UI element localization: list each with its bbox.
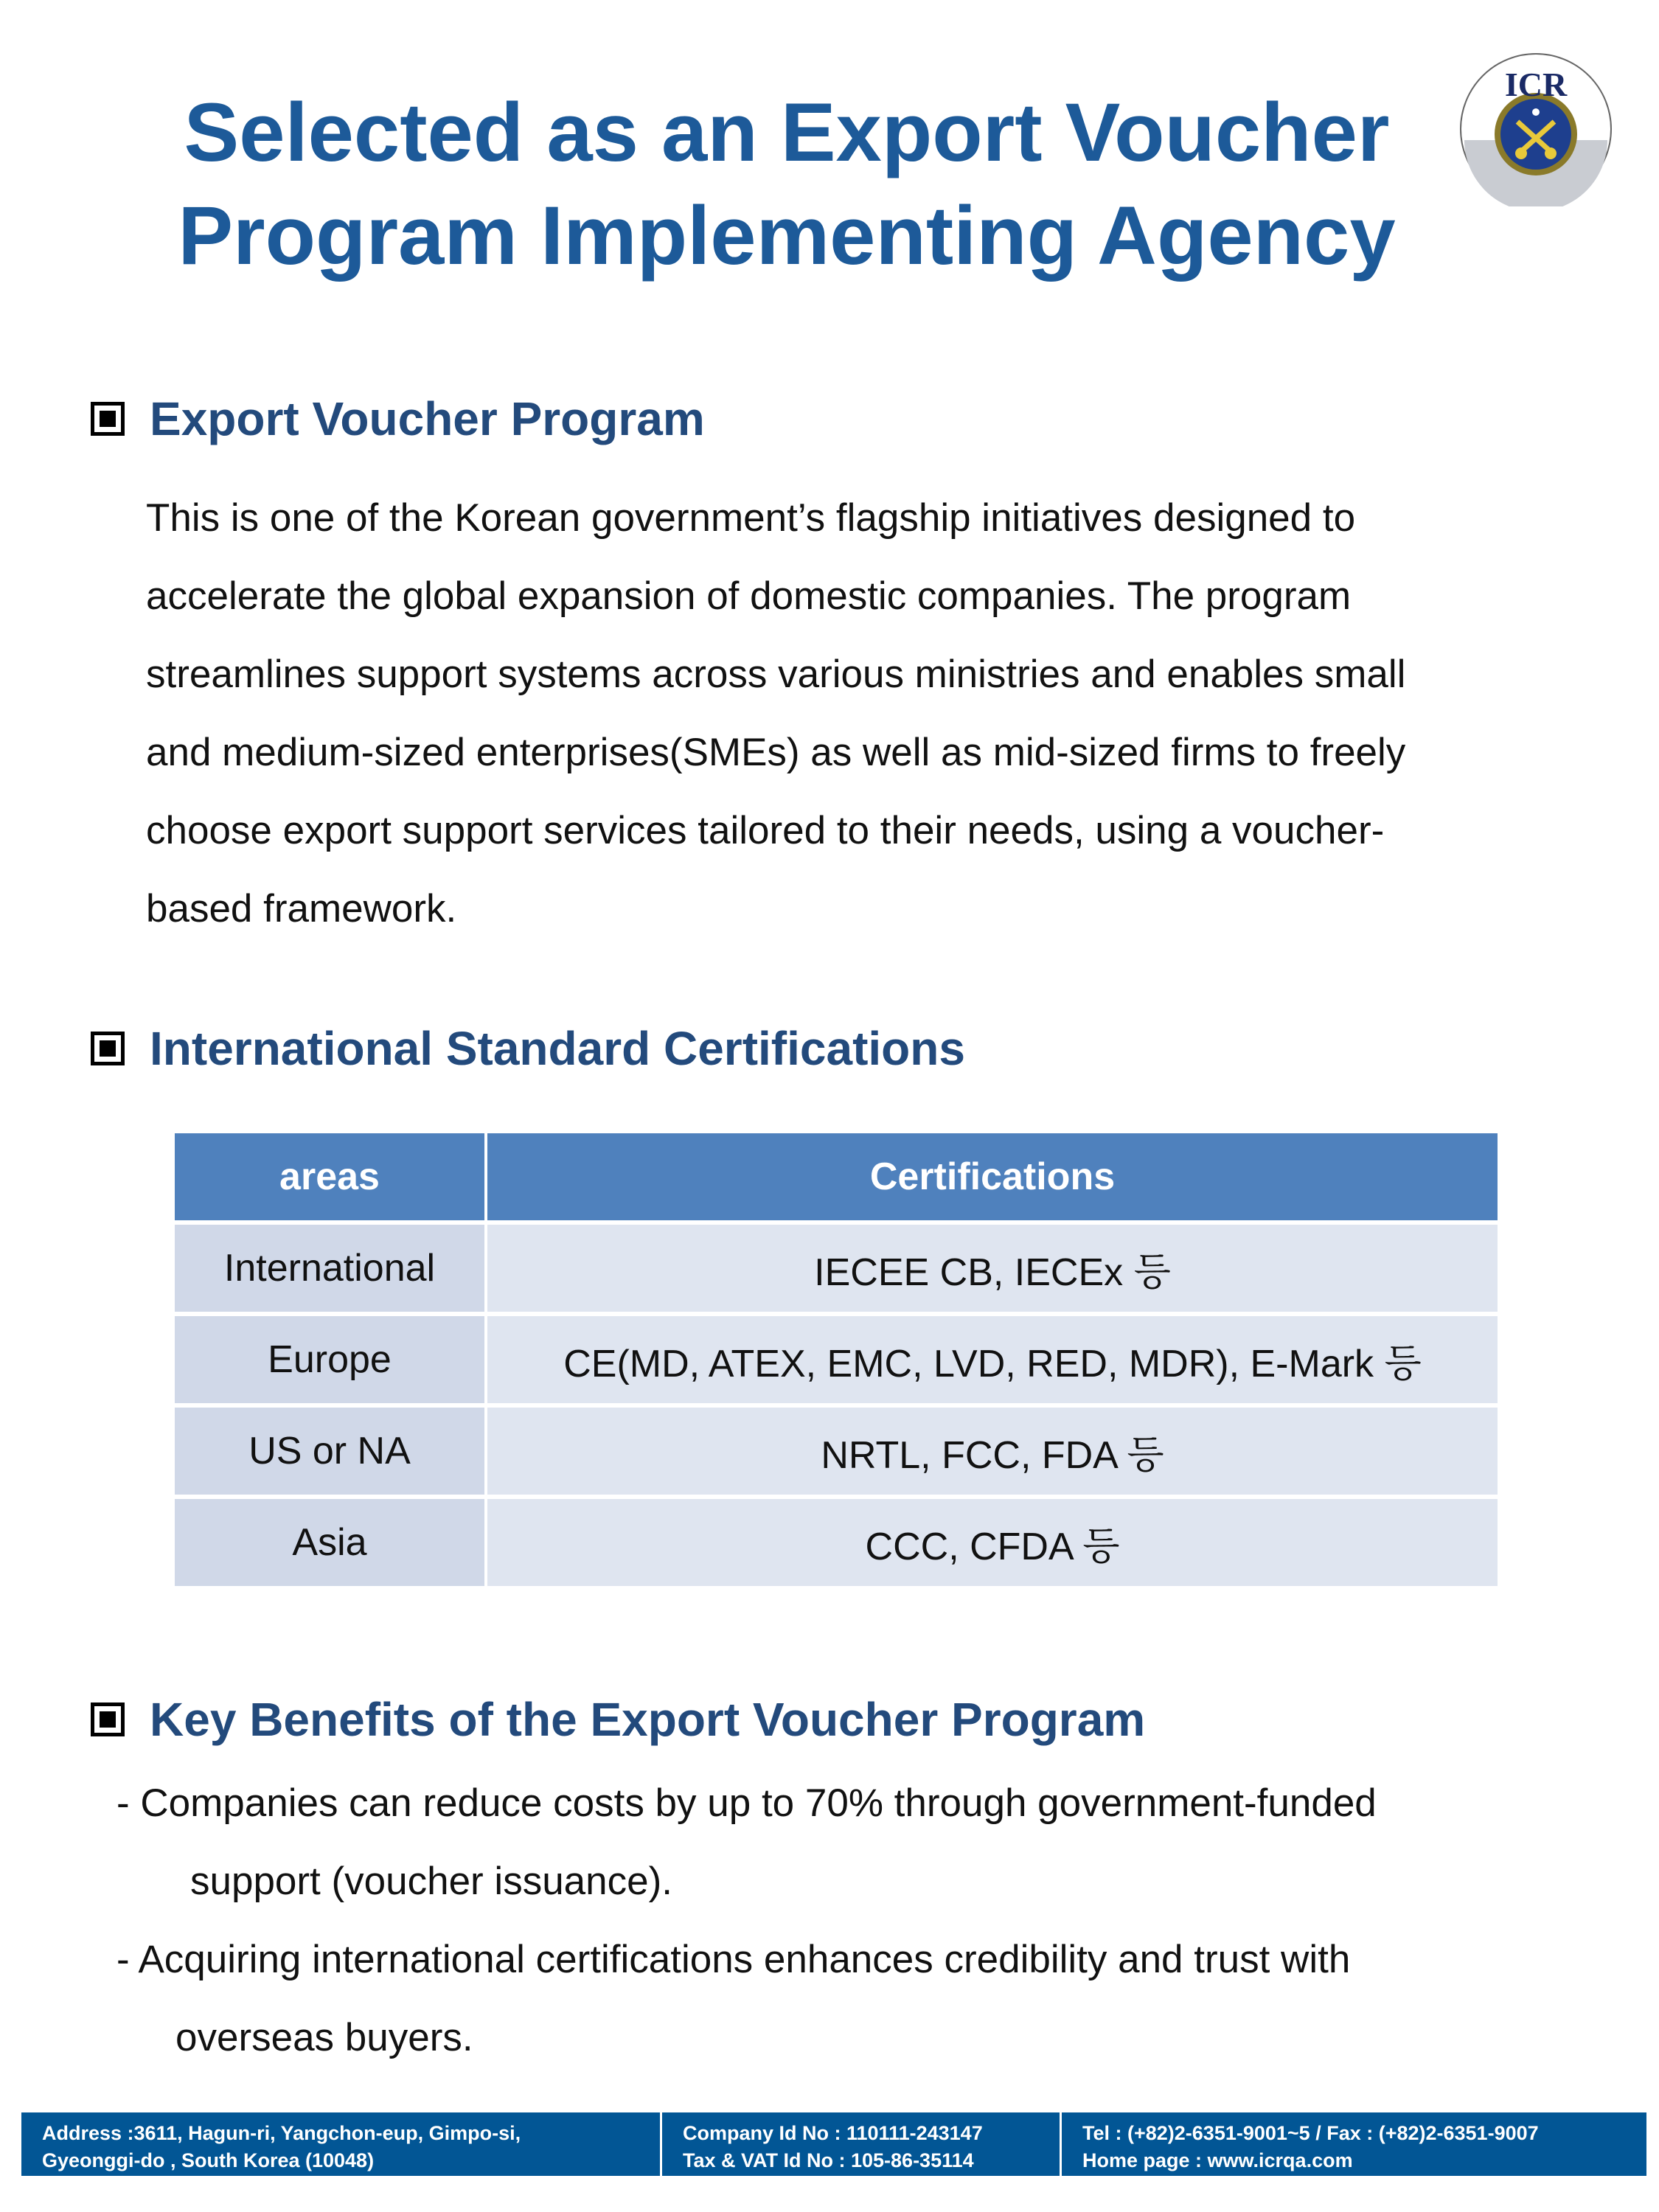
- footer-address: [21, 2112, 660, 2176]
- section-heading-benefits: [91, 1690, 1145, 1749]
- program-description: [146, 479, 1405, 948]
- paragraph-line: This is one of the Korean government’s flagship initiatives designed to: [146, 496, 1356, 540]
- paragraph-line: streamlines support systems across various ministries and enables small: [146, 653, 1406, 696]
- area-cell: Europe: [175, 1316, 484, 1403]
- certifications-table: [172, 1129, 1500, 1590]
- square-bullet-icon: [91, 1703, 125, 1736]
- area-cell: International: [175, 1225, 484, 1312]
- table-row: [175, 1316, 1498, 1403]
- paragraph-line: accelerate the global expansion of domestic companies. The program: [146, 574, 1352, 618]
- title-line-1: Selected as an Export Voucher: [184, 86, 1390, 178]
- certs-cell: IECEE CB, IECEx 등: [487, 1225, 1498, 1312]
- benefit-item-2-line-2: overseas buyers.: [175, 2016, 473, 2059]
- area-cell: Asia: [175, 1499, 484, 1586]
- title-line-2: Program Implementing Agency: [178, 189, 1396, 282]
- heading-text: Export Voucher Program: [150, 392, 705, 445]
- benefit-item-1-line-2: support (voucher issuance).: [190, 1860, 672, 1903]
- svg-text:ICR: ICR: [1504, 66, 1568, 103]
- table-row: [175, 1408, 1498, 1495]
- paragraph-line: based framework.: [146, 887, 457, 931]
- homepage-link[interactable]: Home page : www.icrqa.com: [1082, 2149, 1353, 2171]
- icr-logo: [1458, 52, 1613, 206]
- benefit-item-1-line-1: - Companies can reduce costs by up to 70% through government-funded: [116, 1781, 1377, 1825]
- column-header-areas: areas: [175, 1133, 484, 1220]
- page-title: [0, 81, 1573, 288]
- section-heading-program: [91, 389, 705, 448]
- tel-fax: Tel : (+82)2-6351-9001~5 / Fax : (+82)2-6351-9007: [1082, 2122, 1539, 2144]
- benefit-item-2-line-1: - Acquiring international certifications enhances credibility and trust with: [116, 1938, 1351, 1981]
- heading-text: Key Benefits of the Export Voucher Program: [150, 1693, 1146, 1746]
- footer-company-ids: [662, 2112, 1060, 2176]
- footer-contact: [1062, 2112, 1646, 2176]
- section-heading-certifications: [91, 1019, 965, 1078]
- paragraph-line: choose export support services tailored to their needs, using a voucher-: [146, 809, 1385, 852]
- table-row: [175, 1225, 1498, 1312]
- company-id: Company Id No : 110111-243147: [683, 2122, 983, 2144]
- tax-id: Tax & VAT Id No : 105-86-35114: [683, 2149, 974, 2171]
- square-bullet-icon: [91, 402, 125, 436]
- certs-cell: CE(MD, ATEX, EMC, LVD, RED, MDR), E-Mark 등: [487, 1316, 1498, 1403]
- area-cell: US or NA: [175, 1408, 484, 1495]
- paragraph-line: and medium-sized enterprises(SMEs) as well as mid-sized firms to freely: [146, 731, 1406, 774]
- column-header-certifications: Certifications: [487, 1133, 1498, 1220]
- certs-cell: NRTL, FCC, FDA 등: [487, 1408, 1498, 1495]
- square-bullet-icon: [91, 1032, 125, 1065]
- table-header-row: [175, 1133, 1498, 1220]
- table-row: [175, 1499, 1498, 1586]
- address-line: Gyeonggi-do , South Korea (10048): [42, 2149, 375, 2171]
- certs-cell: CCC, CFDA 등: [487, 1499, 1498, 1586]
- address-line: Address :3611, Hagun-ri, Yangchon-eup, Gimpo-si,: [42, 2122, 521, 2144]
- footer: [21, 2112, 1646, 2176]
- heading-text: International Standard Certifications: [150, 1022, 965, 1075]
